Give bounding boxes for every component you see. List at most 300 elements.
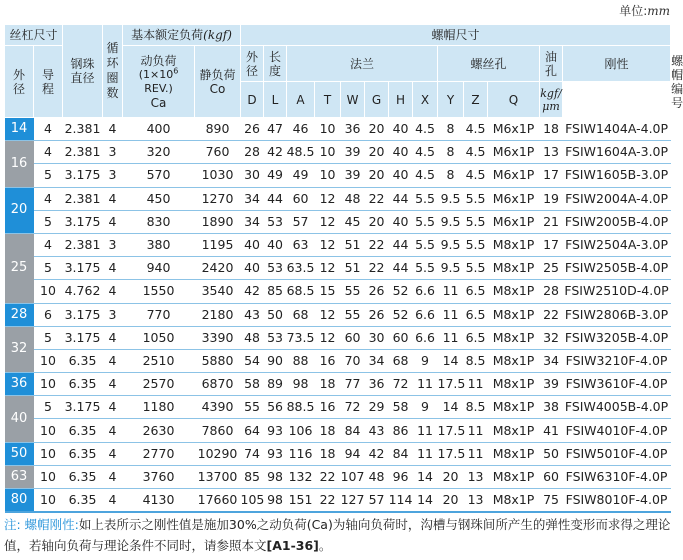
cell-w: 94 — [344, 445, 361, 461]
cell-ball: 2.381 — [64, 144, 101, 160]
cell-a: 132 — [288, 468, 313, 484]
cell-d: 30 — [244, 167, 260, 183]
cell-x: 5.5 — [415, 237, 435, 253]
cell-l: 40 — [267, 237, 283, 253]
cell-t: 10 — [319, 167, 336, 183]
cell-g: 26 — [368, 283, 385, 299]
cell-t: 12 — [319, 306, 336, 322]
cell-ball: 6.35 — [68, 492, 97, 508]
cell-k: 13 — [543, 144, 559, 160]
cell-d: 55 — [244, 399, 260, 415]
cell-model: FSIW3210F-4.0P — [565, 352, 668, 368]
cell-circ: 4 — [108, 260, 117, 276]
table-body — [5, 118, 671, 513]
cell-h: 114 — [388, 492, 413, 508]
cell-ca: 2630 — [142, 422, 175, 438]
cell-x: 5.5 — [415, 190, 435, 206]
nut-dims-header: 螺帽尺寸 — [241, 25, 671, 46]
cell-q: M8x1P — [492, 352, 535, 368]
screw-size-header: 丝杠尺寸 — [5, 25, 63, 46]
cell-h: 68 — [392, 352, 409, 368]
cell-w: 77 — [344, 376, 361, 392]
cell-t: 18 — [319, 445, 336, 461]
cell-co: 890 — [205, 121, 230, 137]
cell-ball: 6.35 — [68, 376, 97, 392]
cell-outer-dia: 63 — [5, 465, 34, 488]
cell-w: 51 — [344, 237, 361, 253]
cell-y: 8 — [446, 167, 455, 183]
cell-g: 22 — [368, 237, 385, 253]
table-row — [5, 465, 671, 488]
cell-circ: 4 — [108, 468, 117, 484]
cell-a: 151 — [288, 492, 313, 508]
cell-t: 22 — [319, 492, 336, 508]
cell-l: 44 — [267, 190, 283, 206]
cell-x: 4.5 — [415, 144, 435, 160]
cell-circ: 4 — [108, 121, 117, 137]
cell-d: 64 — [244, 422, 260, 438]
cell-k: 17 — [543, 237, 559, 253]
cell-co: 17660 — [197, 492, 238, 508]
ball-screw-spec-table — [4, 24, 683, 513]
cell-co: 2180 — [201, 306, 234, 322]
cell-t: 15 — [319, 283, 336, 299]
cell-a: 106 — [288, 422, 313, 438]
cell-circ: 3 — [108, 167, 117, 183]
cell-z: 11 — [467, 376, 484, 392]
cell-x: 5.5 — [415, 213, 435, 229]
cell-x: 6.6 — [415, 283, 435, 299]
cell-l: 47 — [267, 121, 283, 137]
cell-y: 8 — [446, 121, 455, 137]
cell-a: 60 — [292, 190, 309, 206]
dynamic-load-header: 动负荷 ($1\times 10^6$ REV.) Ca — [123, 46, 195, 118]
col-w: W — [341, 82, 365, 118]
cell-k: 34 — [543, 352, 559, 368]
cell-co: 6870 — [201, 376, 234, 392]
oil-hole-header: 油孔 — [540, 46, 563, 82]
cell-a: 68 — [292, 306, 309, 322]
cell-outer-dia: 16 — [5, 141, 34, 187]
cell-a: 68.5 — [286, 283, 315, 299]
cell-l: 85 — [267, 283, 283, 299]
cell-co: 1890 — [201, 213, 234, 229]
table-row — [5, 257, 671, 280]
table-row — [5, 489, 671, 513]
static-load-header: 静负荷 Co — [195, 46, 241, 118]
table-row — [5, 233, 671, 256]
cell-outer-dia: 28 — [5, 303, 34, 326]
cell-h: 40 — [392, 167, 409, 183]
cell-ball: 3.175 — [64, 399, 101, 415]
cell-l: 56 — [267, 399, 283, 415]
cell-w: 45 — [344, 213, 361, 229]
cell-h: 52 — [392, 283, 409, 299]
cell-d: 58 — [244, 376, 260, 392]
cell-x: 11 — [417, 445, 433, 461]
cell-model: FSIW4010F-4.0P — [565, 422, 668, 438]
cell-g: 48 — [368, 468, 385, 484]
cell-k: 21 — [543, 213, 559, 229]
cell-y: 14 — [442, 399, 459, 415]
cell-a: 46 — [292, 121, 309, 137]
cell-w: 48 — [344, 190, 361, 206]
table-row — [5, 141, 671, 164]
cell-t: 12 — [319, 329, 336, 345]
cell-h: 72 — [392, 376, 409, 392]
col-g: G — [365, 82, 389, 118]
cell-model: FSIW2806B-3.0P — [564, 306, 669, 322]
table-row — [5, 442, 671, 465]
cell-y: 9.5 — [440, 190, 461, 206]
cell-outer-dia: 14 — [5, 118, 34, 141]
cell-g: 20 — [368, 144, 385, 160]
table-row — [5, 396, 671, 419]
cell-model: FSIW6310F-4.0P — [565, 468, 668, 484]
cell-ca: 570 — [146, 167, 171, 183]
cell-ball: 6.35 — [68, 445, 97, 461]
cell-x: 9 — [421, 399, 429, 415]
cell-lead: 4 — [44, 190, 52, 206]
col-t: T — [315, 82, 341, 118]
cell-outer-dia: 80 — [5, 489, 34, 513]
cell-z: 11 — [467, 422, 484, 438]
cell-g: 34 — [368, 352, 385, 368]
col-a: A — [287, 82, 315, 118]
col-y: Y — [438, 82, 464, 118]
cell-y: 11 — [442, 306, 459, 322]
footnote: 注: 螺帽刚性:如上表所示之刚性值是施加30%之动负荷(Ca)为轴向负荷时，沟槽与钢珠间所产生的弹性变形而求得之理论值，若轴向负荷与理论条件不同时，请参照本文[A1-36]。 — [4, 517, 671, 553]
cell-q: M8x1P — [492, 237, 535, 253]
cell-q: M8x1P — [492, 468, 535, 484]
cell-outer-dia: 40 — [5, 396, 34, 442]
cell-model: FSIW3610F-4.0P — [565, 376, 668, 392]
cell-ca: 3760 — [142, 468, 175, 484]
cell-lead: 4 — [44, 121, 52, 137]
cell-g: 20 — [368, 167, 385, 183]
cell-g: 22 — [368, 260, 385, 276]
cell-ball: 2.381 — [64, 237, 101, 253]
cell-q: M6x1P — [492, 144, 535, 160]
cell-z: 13 — [467, 492, 484, 508]
cell-model: FSIW1605B-3.0P — [564, 167, 669, 183]
cell-co: 7860 — [201, 422, 234, 438]
cell-circ: 4 — [108, 376, 117, 392]
cell-d: 74 — [244, 445, 260, 461]
stiffness-header: 刚性 — [563, 46, 671, 82]
cell-y: 11 — [442, 329, 459, 345]
cell-w: 39 — [344, 144, 361, 160]
cell-d: 34 — [244, 190, 260, 206]
cell-g: 30 — [368, 329, 385, 345]
cell-l: 98 — [267, 468, 283, 484]
footnote-label: 注: 螺帽刚性: — [4, 517, 79, 532]
cell-d: 26 — [244, 121, 260, 137]
cell-ball: 6.35 — [68, 352, 97, 368]
ball-dia-header: 钢珠直径 — [63, 25, 103, 118]
cell-model: FSIW4005B-4.0P — [564, 399, 669, 415]
cell-ball: 3.175 — [64, 329, 101, 345]
cell-a: 88.5 — [286, 399, 315, 415]
cell-y: 20 — [442, 492, 459, 508]
cell-ball: 3.175 — [64, 306, 101, 322]
cell-z: 5.5 — [465, 237, 486, 253]
cell-g: 29 — [368, 399, 385, 415]
cell-t: 12 — [319, 190, 336, 206]
cell-t: 12 — [319, 213, 336, 229]
cell-lead: 5 — [44, 329, 52, 345]
cell-circ: 4 — [108, 399, 117, 415]
cell-ball: 6.35 — [68, 468, 97, 484]
cell-ca: 320 — [146, 144, 171, 160]
cell-l: 53 — [267, 260, 283, 276]
bolt-hole-header: 螺丝孔 — [438, 46, 540, 82]
cell-d: 105 — [240, 492, 265, 508]
cell-y: 14 — [442, 352, 459, 368]
cell-ball: 3.175 — [64, 213, 101, 229]
cell-z: 4.5 — [465, 167, 486, 183]
cell-q: M8x1P — [492, 376, 535, 392]
cell-y: 9.5 — [440, 213, 461, 229]
cell-z: 11 — [467, 445, 484, 461]
cell-z: 6.5 — [465, 329, 486, 345]
cell-q: M8x1P — [492, 399, 535, 415]
cell-g: 43 — [368, 422, 385, 438]
cell-z: 6.5 — [465, 306, 486, 322]
cell-circ: 4 — [108, 422, 117, 438]
cell-lead: 6 — [44, 306, 52, 322]
flange-header: 法兰 — [287, 46, 438, 82]
cell-g: 22 — [368, 190, 385, 206]
cell-z: 5.5 — [465, 190, 486, 206]
cell-circ: 4 — [108, 283, 117, 299]
cell-t: 16 — [319, 399, 336, 415]
cell-k: 38 — [543, 399, 559, 415]
cell-lead: 5 — [44, 260, 52, 276]
cell-lead: 5 — [44, 167, 52, 183]
cell-a: 57 — [292, 213, 309, 229]
cell-y: 8 — [446, 144, 455, 160]
cell-x: 4.5 — [415, 121, 435, 137]
table-row — [5, 187, 671, 210]
cell-a: 48.5 — [286, 144, 315, 160]
cell-co: 760 — [205, 144, 230, 160]
cell-y: 11 — [442, 283, 459, 299]
cell-w: 60 — [344, 329, 361, 345]
cell-d: 43 — [244, 306, 260, 322]
cell-model: FSIW2510D-4.0P — [564, 283, 669, 299]
cell-k: 25 — [543, 260, 559, 276]
cell-h: 40 — [392, 121, 409, 137]
cell-co: 5880 — [201, 352, 234, 368]
cell-circ: 4 — [108, 213, 117, 229]
table-header: 丝杠尺寸 钢珠直径 循环圈数 基本额定负荷(kgf) 螺帽尺寸 外径 导程 动负荷 ($1\times 10^6$ REV.) Ca 静负荷 Co 外径 长度 法兰 螺丝孔 油孔 刚性 螺帽编号 D L A T W G H X Y Z Q kgf/ μm — [5, 25, 671, 118]
col-l: L — [264, 82, 287, 118]
cell-outer-dia: 36 — [5, 373, 34, 396]
cell-model: FSIW2505B-4.0P — [564, 260, 669, 276]
cell-model: FSIW2504A-3.0P — [565, 237, 669, 253]
cell-t: 18 — [319, 422, 336, 438]
cell-x: 14 — [417, 492, 433, 508]
cell-g: 20 — [368, 213, 385, 229]
cell-h: 84 — [392, 445, 409, 461]
cell-q: M6x1P — [492, 190, 535, 206]
footnote-ref: [A1-36] — [266, 538, 319, 553]
cell-ball: 6.35 — [68, 422, 97, 438]
cell-h: 44 — [392, 190, 409, 206]
cell-k: 60 — [543, 468, 559, 484]
cell-y: 17.5 — [437, 376, 466, 392]
cell-h: 40 — [392, 144, 409, 160]
cell-g: 26 — [368, 306, 385, 322]
cell-z: 4.5 — [465, 144, 486, 160]
cell-co: 1270 — [201, 190, 234, 206]
cell-lead: 10 — [40, 352, 56, 368]
cell-lead: 10 — [40, 283, 56, 299]
cell-l: 93 — [267, 422, 283, 438]
cell-ball: 3.175 — [64, 260, 101, 276]
cell-w: 127 — [340, 492, 365, 508]
cell-z: 13 — [467, 468, 484, 484]
cell-a: 88 — [292, 352, 309, 368]
cell-z: 5.5 — [465, 213, 486, 229]
cell-a: 98 — [292, 376, 309, 392]
cell-a: 63.5 — [286, 260, 315, 276]
table-row — [5, 419, 671, 442]
cell-d: 42 — [244, 283, 260, 299]
cell-w: 39 — [344, 167, 361, 183]
cell-ca: 770 — [146, 306, 171, 322]
cell-x: 9 — [421, 352, 429, 368]
cell-y: 17.5 — [437, 445, 466, 461]
cell-co: 10290 — [197, 445, 238, 461]
cell-y: 9.5 — [440, 237, 461, 253]
outer-dia-header: 外径 — [5, 46, 34, 118]
cell-lead: 10 — [40, 468, 56, 484]
cell-g: 57 — [368, 492, 385, 508]
cell-t: 16 — [319, 352, 336, 368]
cell-w: 72 — [344, 399, 361, 415]
cell-lead: 10 — [40, 422, 56, 438]
cell-d: 28 — [244, 144, 260, 160]
cell-ca: 450 — [146, 190, 171, 206]
cell-l: 90 — [267, 352, 283, 368]
cell-x: 14 — [417, 468, 433, 484]
cell-q: M8x1P — [492, 260, 535, 276]
cell-circ: 3 — [108, 237, 117, 253]
cell-z: 4.5 — [465, 121, 486, 137]
cell-k: 17 — [543, 167, 559, 183]
cell-circ: 3 — [108, 306, 117, 322]
cell-q: M8x1P — [492, 422, 535, 438]
cell-co: 13700 — [197, 468, 238, 484]
cell-h: 96 — [392, 468, 409, 484]
cell-k: 75 — [543, 492, 559, 508]
cell-lead: 10 — [40, 492, 56, 508]
cell-model: FSIW8010F-4.0P — [565, 492, 668, 508]
length-header: 长度 — [264, 46, 287, 82]
cell-ca: 2510 — [142, 352, 175, 368]
cell-q: M8x1P — [492, 329, 535, 345]
cell-outer-dia: 32 — [5, 326, 34, 372]
cell-q: M6x1P — [492, 121, 535, 137]
cell-q: M8x1P — [492, 492, 535, 508]
cell-w: 51 — [344, 260, 361, 276]
cell-lead: 5 — [44, 213, 52, 229]
cell-lead: 5 — [44, 399, 52, 415]
cell-y: 9.5 — [440, 260, 461, 276]
cell-t: 22 — [319, 468, 336, 484]
cell-q: M8x1P — [492, 445, 535, 461]
cell-h: 40 — [392, 213, 409, 229]
cell-circ: 4 — [108, 352, 117, 368]
cell-ca: 2570 — [142, 376, 175, 392]
cell-co: 4390 — [201, 399, 234, 415]
cell-k: 18 — [543, 121, 559, 137]
cell-q: M6x1P — [492, 213, 535, 229]
cell-d: 85 — [244, 468, 260, 484]
cell-h: 58 — [392, 399, 409, 415]
cell-a: 49 — [292, 167, 309, 183]
load-rating-header: 基本额定负荷(kgf) — [123, 25, 241, 46]
footnote-text: 如上表所示之刚性值是施加30%之动负荷(Ca)为轴向负荷时，沟槽与钢珠间所产生的弹性变形而求得之理论值，若轴向负荷与理论条件不同时，请参照本文 — [4, 517, 671, 553]
cell-w: 36 — [344, 121, 361, 137]
cell-x: 6.6 — [415, 329, 435, 345]
cell-d: 40 — [244, 260, 260, 276]
cell-ca: 380 — [146, 237, 171, 253]
cell-ball: 4.762 — [64, 283, 101, 299]
cell-l: 50 — [267, 306, 283, 322]
cell-outer-dia: 50 — [5, 442, 34, 465]
cell-ball: 2.381 — [64, 121, 101, 137]
col-z: Z — [464, 82, 488, 118]
cell-k: 19 — [543, 190, 559, 206]
cell-lead: 4 — [44, 237, 52, 253]
cell-model: FSIW1604A-3.0P — [565, 144, 669, 160]
cell-w: 84 — [344, 422, 361, 438]
cell-lead: 10 — [40, 445, 56, 461]
cell-ca: 1180 — [142, 399, 175, 415]
cell-k: 41 — [543, 422, 559, 438]
cell-ball: 2.381 — [64, 190, 101, 206]
cell-k: 32 — [543, 329, 559, 345]
cell-g: 42 — [368, 445, 385, 461]
cell-lead: 10 — [40, 376, 56, 392]
cell-w: 70 — [344, 352, 361, 368]
cell-ca: 4130 — [142, 492, 175, 508]
table-row — [5, 349, 671, 372]
cell-l: 53 — [267, 329, 283, 345]
table-row — [5, 118, 671, 141]
cell-q: M8x1P — [492, 306, 535, 322]
cell-co: 2420 — [201, 260, 234, 276]
cell-k: 28 — [543, 283, 559, 299]
cell-d: 54 — [244, 352, 260, 368]
cell-l: 49 — [267, 167, 283, 183]
cell-x: 11 — [417, 376, 433, 392]
cell-t: 18 — [319, 376, 336, 392]
table-row — [5, 280, 671, 303]
col-h: H — [389, 82, 413, 118]
cell-circ: 4 — [108, 329, 117, 345]
cell-l: 93 — [267, 445, 283, 461]
cell-co: 1195 — [201, 237, 234, 253]
table-row — [5, 164, 671, 187]
cell-z: 8.5 — [465, 399, 486, 415]
cell-circ: 4 — [108, 190, 117, 206]
cell-co: 3390 — [201, 329, 234, 345]
cell-h: 44 — [392, 237, 409, 253]
